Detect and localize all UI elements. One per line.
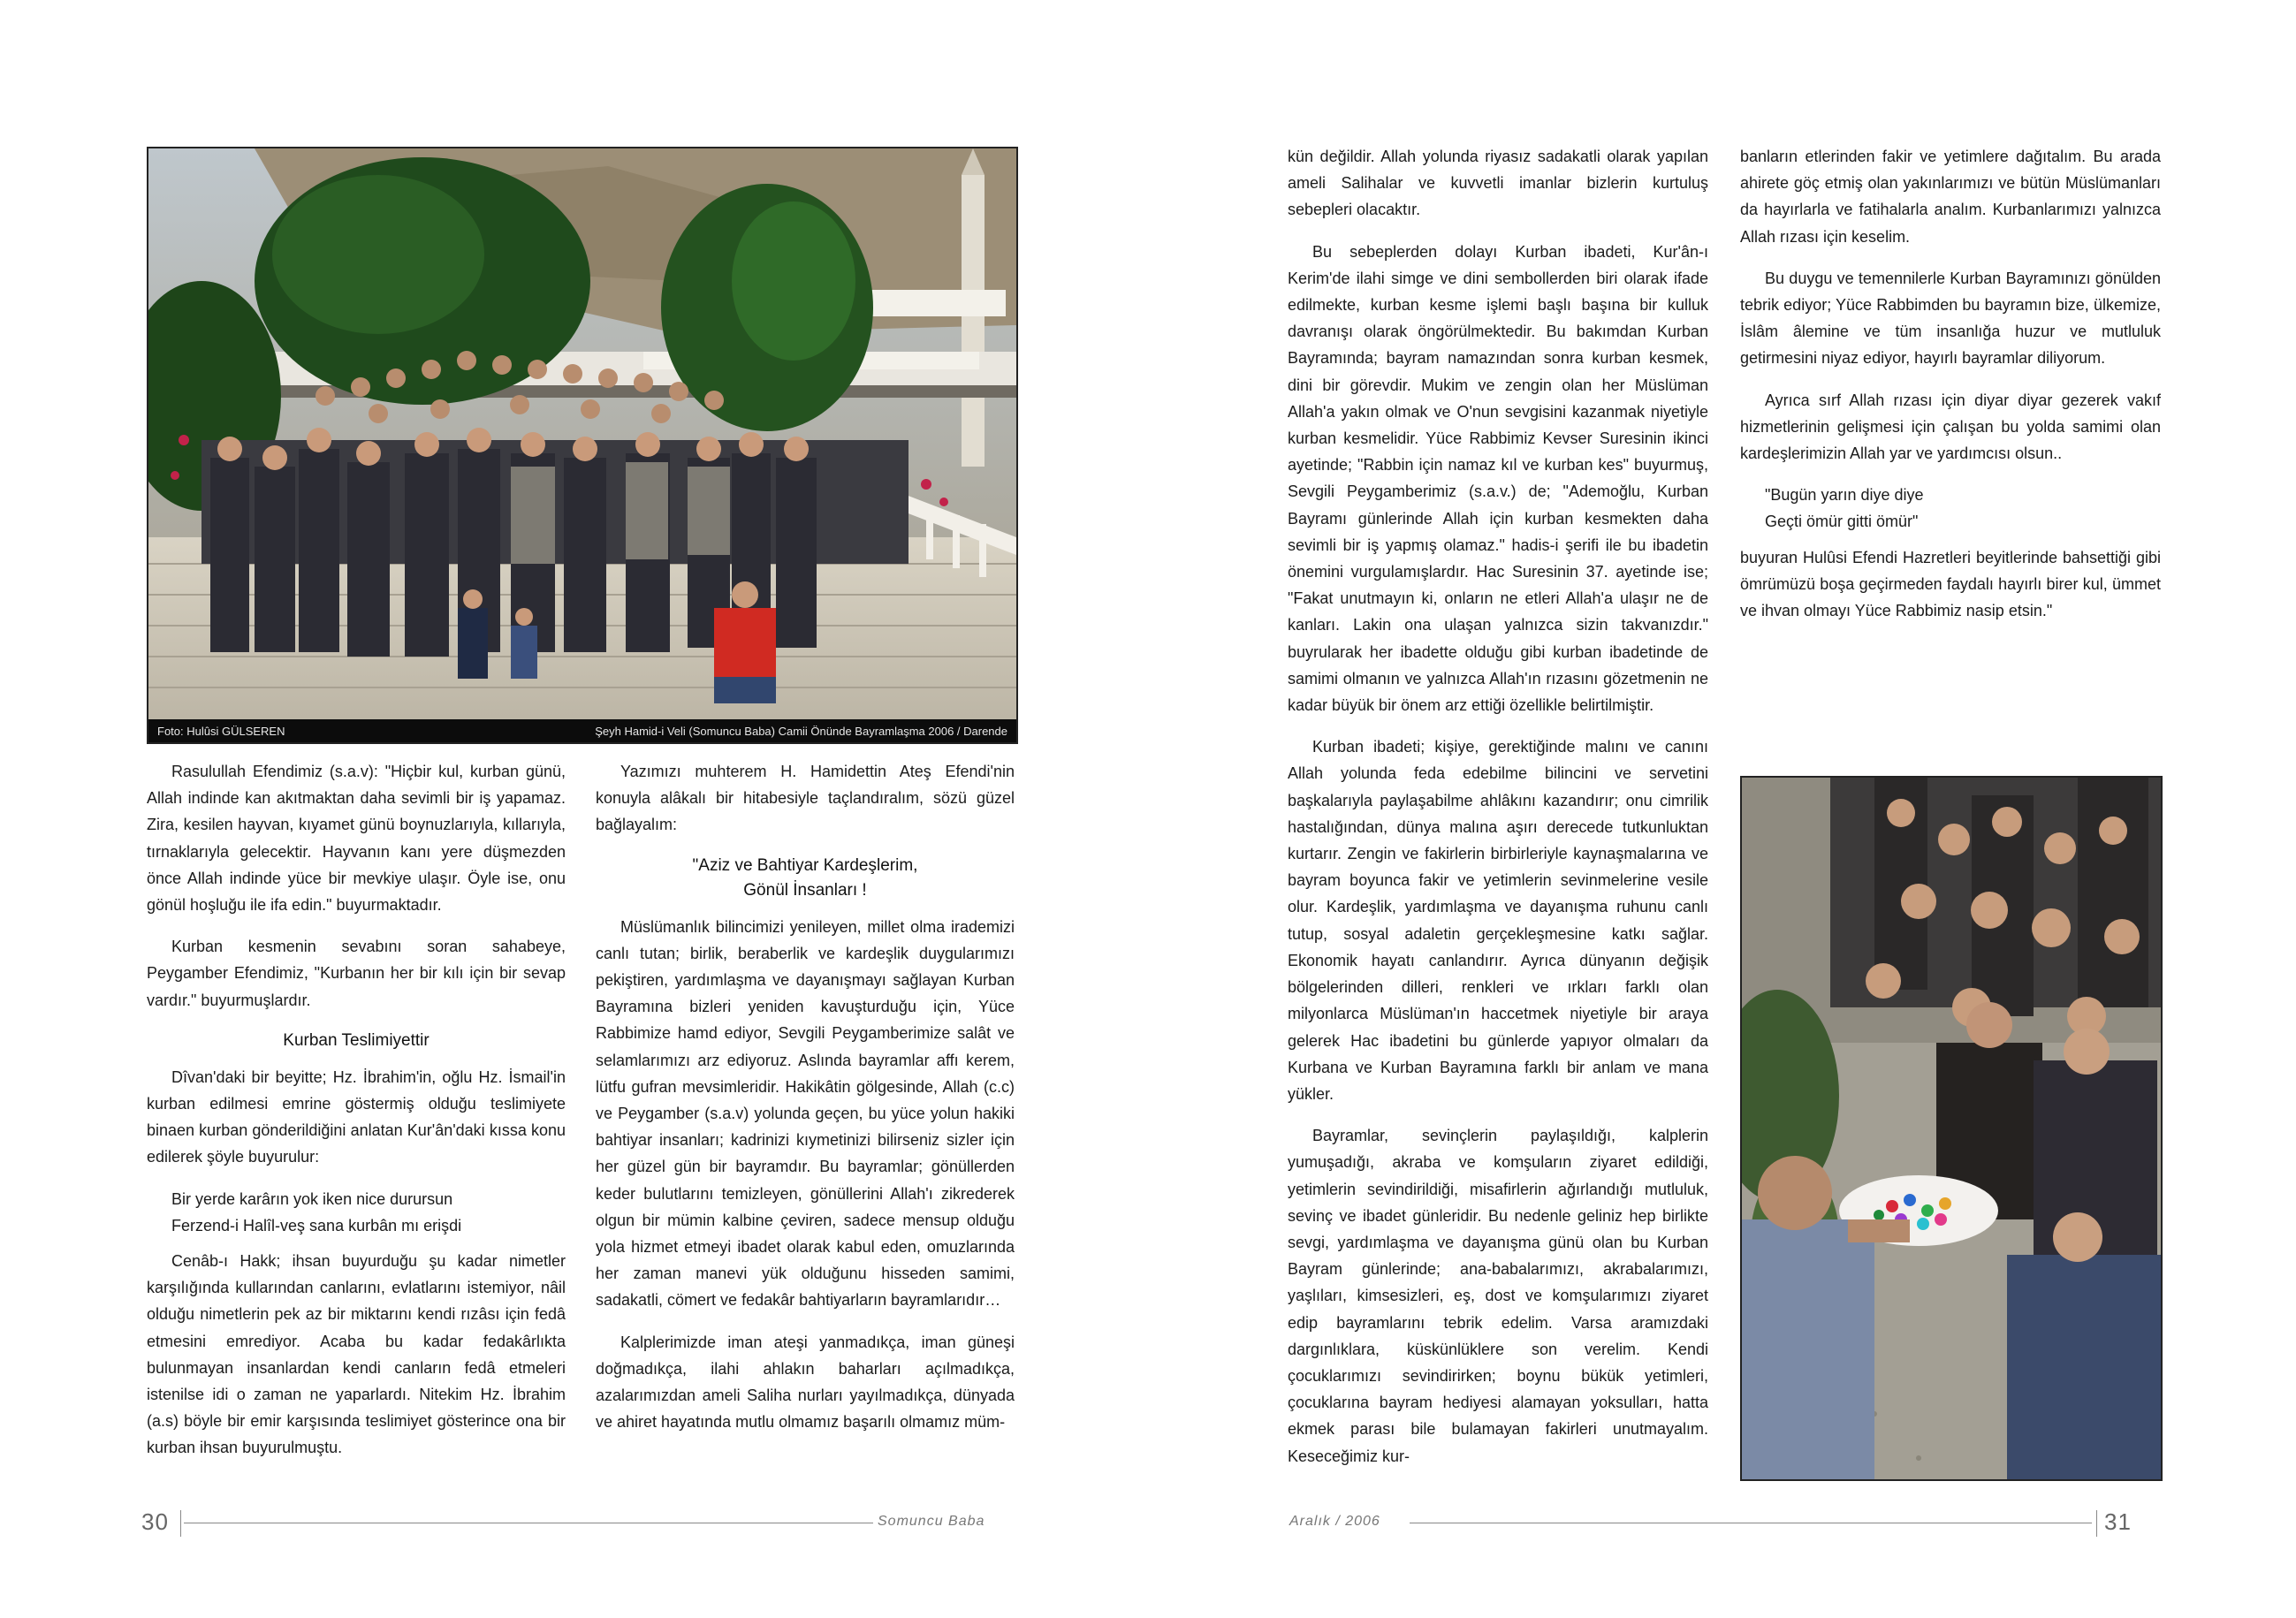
paragraph: kün değildir. Allah yolunda riyasız sadakatli olarak yapılan ameli Salihalar ve kuvvetli imanlar bizlerin kurtuluş sebepleri olacaktır.: [1288, 148, 1708, 219]
paragraph: Kurban ibadeti; kişiye, gerektiğinde malını ve canını Allah yolunda feda edebilme bilincini ve servetini başkalarıyla paylaşabilme ahlâkını kazandırır; onu cimrilik hastalığından, dünya malına aşırı derecede tutkunluktan kurtarır. Zengin ve fakirlerin birbirleriyle kaynaşmalarına ve bayram boyunca fakir ve yetimlerin sevinmelerine vesile olur. Kardeşlik, yardımlaşma ve dayanışma ruhunu canlı tutup, sosyal adaletin gerçekleşmesine katkı sağlar. Ekonomik hayatı canlandırır. Ayrıca dünyanın değişik bölgelerinden dilleri, renkleri ve ırkları farklı olan milyonlarca Müslüman'ın haccetmek niyetiyle bir araya gelerek Hac ibadetini bu günlerde yapıyor olmaları da Kurbana ve Kurban Bayramına farklı bir anlam ve mana yükler.: [1288, 738, 1708, 1103]
page-number: 31: [2104, 1508, 2132, 1535]
left-footer: [141, 1508, 1007, 1535]
paragraph: Bu duygu ve temennilerle Kurban Bayramınızı gönülden tebrik ediyor; Yüce Rabbimden bu bayramın bize, ülkemize, İslâm âlemine ve tüm insanlığa huzur ve mutluluk getirmesini niyaz ediyor, hayırlı bayramlar diliyorum.: [1740, 269, 2161, 368]
candy-offering-image: [1742, 778, 2161, 1479]
footer-divider: [180, 1510, 181, 1537]
left-page-column-2: [596, 758, 1015, 1450]
verse: [147, 1186, 566, 1239]
verse-line: "Bugün yarın diye diye: [1765, 486, 1924, 505]
group-photo-image: [148, 148, 1016, 742]
verse-line: Geçti ömür gitti ömür": [1765, 513, 1919, 531]
paragraph: Kurban kesmenin sevabını soran sahabeye, Peygamber Efendimiz, "Kurbanın her bir kılı için bir sevap vardır." buyurmuşlardır.: [147, 938, 566, 1009]
right-footer: [1289, 1508, 2155, 1535]
paragraph: Müslümanlık bilincimizi yenileyen, millet olma irademizi canlı tutan; birlik, beraberlik ve kardeşlik duygularımızı pekiştiren, yardımlaşma ve dayanışmayı sağlayan Kurban Bayramına bizleri yeniden kavuşturduğu için, Yüce Rabbimize hamd ediyor, Sevgili Peygamberimize salât ve selamlarımızı arz ediyoruz. Aslında bayramlar affı kerem, lütfu gufran mevsimleridir. Hakikâtin gölgesinde, Allah (c.c) ve Peygamber (s.a.v) yolunda geçen, bu yüce yolun hakiki bahtiyar insanları; kadrinizi kıymetinizi bilirseniz sizler için her güzel gün bir bayramdır. Bu bayramlar; gönüllerden keder bulutlarını temizleyen, gönüllerini Allah'ı zikrederek olgun bir mümin kalbine çeviren, sadece mensup olduğu yola hizmet etmeyi ibadet olarak kabul eden, omuzlarında her zaman manevi yük olduğunu hisseden samimi, sadakatli, cömert ve fedakâr bahtiyarların bayramlarıdır…: [596, 917, 1015, 1310]
paragraph: banların etlerinden fakir ve yetimlere dağıtalım. Bu arada ahirete göç etmiş olan yakınlarımızı ve bütün Müslümanları da hayırlarla ve fatihalarla analım. Kurbanlarımızı yalnızca Allah rızası için keselim.: [1740, 148, 2161, 246]
photo-credit: Foto: Hulûsi GÜLSEREN: [157, 724, 285, 738]
verse-line: Bir yerde karârın yok iken nice durursun: [171, 1189, 453, 1208]
paragraph: Cenâb-ı Hakk; ihsan buyurduğu şu kadar nimetler karşılığında kullarından canlarını, evlatlarını istemiyor, nâil olduğu nimetlerin pek az bir miktarını kendi rızâsı için fedâ etmesini emrediyor. Acaba bu kadar fedakârlıkta bulunmayan insanlardan kendi canların fedâ etmeleri istenilse idi o zaman ne yaparlardı. Nitekim Hz. İbrahim (a.s) böyle bir emir karşısında teslimiyet gösterince ona bir kurban ihsan buyurulmuştu.: [147, 1252, 566, 1457]
right-page: [1148, 0, 2296, 1618]
paragraph: buyuran Hulûsi Efendi Hazretleri beyitlerinde bahsettiği gibi ömrümüzü boşa geçirmeden faydalı hayırlı birer kul, ümmet ve ihvan olmayı Yüce Rabbimiz nasip etsin.": [1740, 548, 2161, 620]
paragraph: Bu sebeplerden dolayı Kurban ibadeti, Kur'ân-ı Kerim'de ilahi simge ve dini sembollerden biri olarak ifade edilmekte, kurban kesme işlemi başlı başına bir kulluk davranışı olarak öngörülmektedir. Bu bakımdan Kurban Bayramında; bayram namazından sonra kurban kesmek, dini bir görevdir. Mukim ve zengin olan her Müslüman Allah'a yakın olmak ve O'nun sevgisini kazanmak niyetiyle kurban kesmelidir. Yüce Rabbimiz Kevser Suresinin ikinci ayetinde; "Rabbin için namaz kıl ve kurban kes" buyurmuş, Sevgili Peygamberimiz (s.a.v.) de; "Ademoğlu, Kurban Bayramı günlerinde Allah için kurban kesmekten daha sevimli bir iş yapmış olamaz." hadis-i şerifi ile bu ibadetin önemini vurgulamışlardır. Hac Suresinin 37. ayetinde ise; "Fakat unutmayın ki, onların ne etleri Allah'a ulaşır ne de kanları. Lakin ona ulaşan yalnızca sizin takvanızdır." buyrularak her ibadette olduğu gibi kurban ibadetinde de samimi olmanın ve yalnızca Allah'ın rızasını gözetmenin ne kadar büyük bir önem arz ettiği özellikle belirtilmiştir.: [1288, 242, 1708, 715]
photo-caption: [148, 719, 1016, 742]
group-photo: [147, 147, 1018, 744]
right-page-column-1: [1288, 143, 1708, 1485]
candy-offering-photo: [1740, 776, 2163, 1481]
photo-description: Şeyh Hamid-i Veli (Somuncu Baba) Camii Önünde Bayramlaşma 2006 / Darende: [595, 724, 1007, 738]
section-heading: Kurban Teslimiyettir: [283, 1030, 430, 1050]
address-heading-line: "Aziz ve Bahtiyar Kardeşlerim,: [692, 855, 918, 875]
paragraph: Rasulullah Efendimiz (s.a.v): "Hiçbir kul, kurban günü, Allah indinde kan akıtmaktan daha sevimli bir iş yapamaz. Zira, kesilen hayvan, kıyamet günü boynuzlarıyla, kıllarıyla, tırnaklarıyla gelecektir. Hayvanın kanı yere düşmezden önce Allah indinde yüce bir mevkiye ulaşır. Öyle ise, onu gönül hoşluğu ile ifa edin." buyurmaktadır.: [147, 763, 566, 915]
paragraph: Dîvan'daki bir beyitte; Hz. İbrahim'in, oğlu Hz. İsmail'in kurban edilmesi emrine göstermiş olduğu teslimiyete binaen kurban gönderildiğini anlatan Kur'ân'daki kıssa konu edilerek şöyle buyurulur:: [147, 1067, 566, 1166]
footer-divider: [2096, 1510, 2097, 1537]
address-heading-line: Gönül İnsanları !: [743, 880, 867, 900]
verse-line: Ferzend-i Halîl-veş sana kurbân mı erişdi: [171, 1216, 462, 1234]
page-number: 30: [141, 1508, 169, 1535]
paragraph: Ayrıca sırf Allah rızası için diyar diyar gezerek vakıf hizmetlerinin gelişmesi için çalışan bu yolda samimi olan kardeşlerimizin Allah yar ve yardımcısı olsun..: [1740, 391, 2161, 463]
issue-date: Aralık / 2006: [1289, 1514, 1380, 1529]
magazine-name: Somuncu Baba: [878, 1514, 985, 1529]
paragraph: Kalplerimizde iman ateşi yanmadıkça, iman güneşi doğmadıkça, ilahi ahlakın baharları açılmadıkça, azalarımızdan ameli Saliha nurları yayılmadıkça, dünyada ve ahiret hayatında mutlu olmamız başarılı olmamız müm-: [596, 1333, 1015, 1432]
address-heading: [596, 854, 1015, 903]
verse: [1740, 482, 2161, 535]
left-page-column-1: [147, 758, 566, 1477]
paragraph: Yazımızı muhterem H. Hamidettin Ateş Efendi'nin konuyla alâkalı bir hitabesiyle taçlandıralım, sözü güzel bağlayalım:: [596, 763, 1015, 834]
right-page-column-2: [1740, 143, 2161, 639]
paragraph: Bayramlar, sevinçlerin paylaşıldığı, kalplerin yumuşadığı, akraba ve komşuların ziyaret edildiği, yetimlerin sevindirildiği, misafirlerin ağırlandığı mutluluk, sevinç ve ibadet günleridir. Bu nedenle geliniz hep birlikte sevgi, yardımlaşma ve dayanışma günü olan bu Kurban Bayram günlerinde; ana-babalarımızı, akrabalarımızı, yaşlıları, kimsesizleri, eş, dost ve komşularımızı ziyaret edip bayramlarını tebrik edelim. Varsa aramızdaki dargınlıklara, küskünlüklere son verelim. Kendi çocuklarımızı sevindirirken; boynu bükük yetimleri, çocuklarına bayram hediyesi alamayan yoksulları, hatta ekmek parası bile bulamayan fakirleri unutmayalım. Keseceğimiz kur-: [1288, 1127, 1708, 1465]
